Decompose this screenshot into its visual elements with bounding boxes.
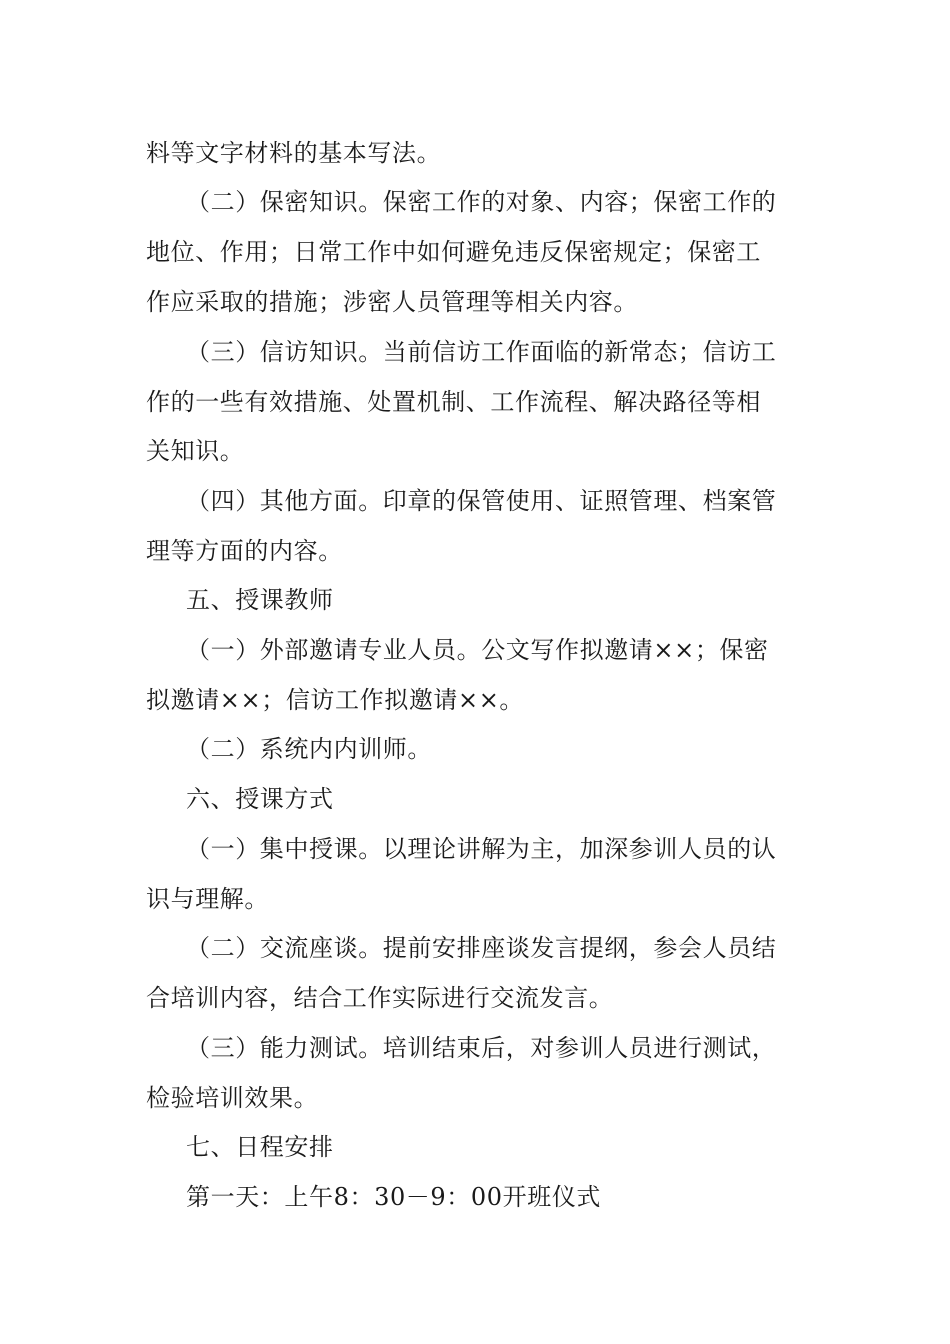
text-line: 检验培训效果。 [146, 1084, 319, 1112]
text-line: 料等文字材料的基本写法。 [146, 139, 442, 167]
text-line: 识与理解。 [146, 885, 269, 913]
text-line: （二）交流座谈。提前安排座谈发言提纲，参会人员结 [186, 934, 777, 962]
text-line: 理等方面的内容。 [146, 537, 343, 565]
text-line: （四）其他方面。印章的保管使用、证照管理、档案管 [186, 487, 777, 515]
text-line: 拟邀请××；信访工作拟邀请××。 [146, 686, 525, 714]
section-heading: 五、授课教师 [186, 586, 334, 614]
text-line: 关知识。 [146, 437, 245, 465]
text-line: （三）信访知识。当前信访工作面临的新常态；信访工 [186, 338, 777, 366]
text-line: 作的一些有效措施、处置机制、工作流程、解决路径等相 [146, 388, 761, 416]
section-heading: 七、日程安排 [186, 1133, 334, 1161]
text-line: 合培训内容，结合工作实际进行交流发言。 [146, 984, 614, 1012]
text-line: 第一天：上午8：30－9：00开班仪式 [186, 1183, 602, 1211]
section-heading: 六、授课方式 [186, 785, 334, 813]
text-line: （一）外部邀请专业人员。公文写作拟邀请××；保密 [186, 636, 769, 664]
text-line: 地位、作用；日常工作中如何避免违反保密规定；保密工 [146, 238, 761, 266]
text-line: （一）集中授课。以理论讲解为主，加深参训人员的认 [186, 835, 777, 863]
text-line: （三）能力测试。培训结束后，对参训人员进行测试， [186, 1034, 777, 1062]
text-line: （二）保密知识。保密工作的对象、内容；保密工作的 [186, 188, 777, 216]
text-line: （二）系统内内训师。 [186, 735, 432, 763]
text-line: 作应采取的措施；涉密人员管理等相关内容。 [146, 288, 638, 316]
